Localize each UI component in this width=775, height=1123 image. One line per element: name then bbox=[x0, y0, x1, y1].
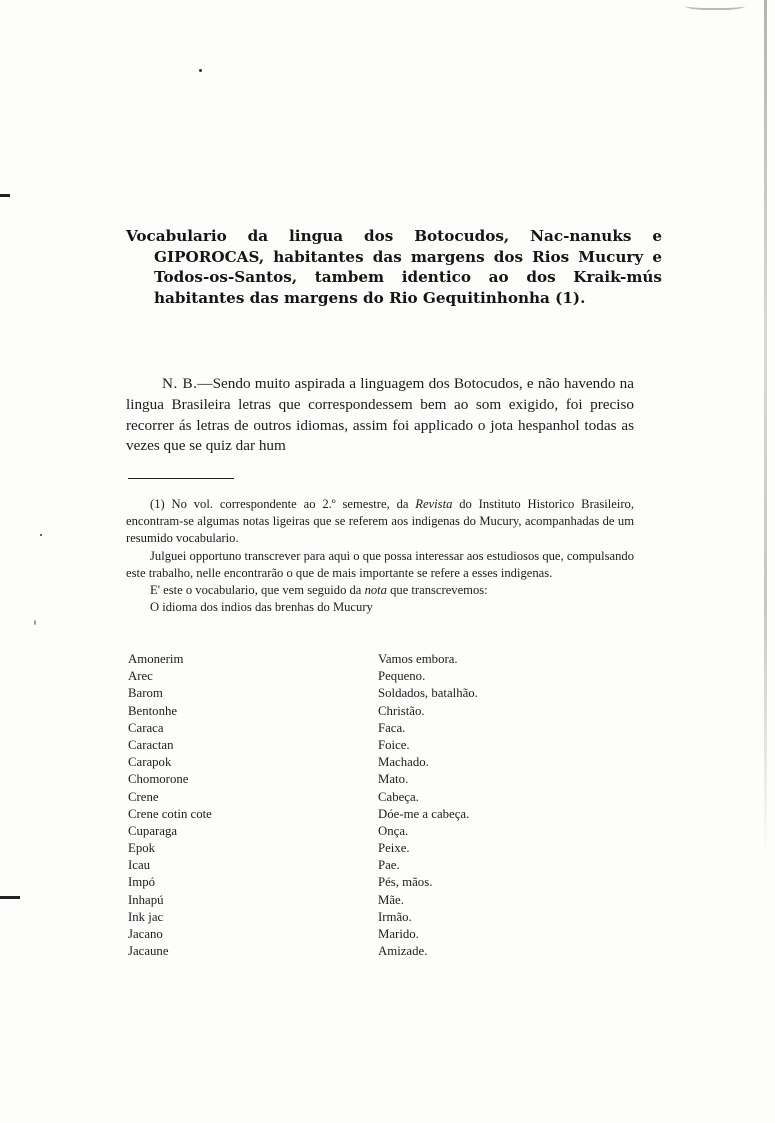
vocabulary-meaning: Amizade. bbox=[378, 944, 428, 959]
vocabulary-term: Jacaune bbox=[128, 944, 169, 959]
vocabulary-meaning: Soldados, batalhão. bbox=[378, 686, 478, 701]
footnote-divider bbox=[128, 478, 234, 479]
scan-speck bbox=[40, 534, 42, 536]
scan-corner-mark bbox=[685, 0, 745, 10]
vocabulary-meaning: Onça. bbox=[378, 823, 409, 838]
journal-name: Revista bbox=[415, 497, 453, 511]
vocabulary-meaning: Dóe-me a cabeça. bbox=[378, 806, 470, 821]
vocabulary-meaning: Marido. bbox=[378, 927, 419, 941]
vocabulary-meaning: Mãe. bbox=[378, 892, 404, 907]
vocabulary-row bbox=[128, 668, 598, 685]
scan-speck bbox=[199, 69, 202, 72]
vocabulary-row bbox=[128, 823, 598, 840]
vocabulary-term: Amonerim bbox=[128, 652, 184, 666]
footnote-paragraph-2: Julguei opportuno transcrever para aqui o que possa interessar aos estudiosos que, compulsando este trabalho, nelle encontrarão o que de mais importante se refere a esses indigenas. bbox=[126, 548, 634, 580]
vocabulary-row bbox=[128, 771, 598, 788]
vocabulary-term: Caraca bbox=[128, 720, 164, 735]
vocabulary-meaning: Pae. bbox=[378, 858, 400, 873]
vocabulary-meaning: Pequeno. bbox=[378, 669, 426, 684]
vocabulary-row bbox=[128, 703, 598, 720]
scan-margin-mark bbox=[0, 896, 20, 899]
vocabulary-term: Impó bbox=[128, 875, 156, 890]
footnote-paragraph-4: O idioma dos indios das brenhas do Mucury bbox=[150, 600, 373, 615]
intro-lead: N. B. bbox=[162, 375, 198, 392]
vocabulary-row bbox=[128, 857, 598, 874]
vocabulary-meaning: Foice. bbox=[378, 737, 410, 752]
page-title: Vocabulario da lingua dos Botocudos, Nac-nanuks e GIPOROCAS, habitantes das margens dos Rios Mucury e Todos-os-Santos, tambem identico ao dos Kraik-mús habitantes das margens do Rio Gequitinhonha (1). bbox=[126, 227, 662, 307]
scan-speck bbox=[34, 620, 36, 625]
footnote-paragraph-3: E' este o vocabulario, que vem seguido da nota que transcrevemos: bbox=[150, 583, 488, 598]
vocabulary-meaning: Vamos embora. bbox=[378, 652, 458, 666]
vocabulary-meaning: Pés, mãos. bbox=[378, 875, 433, 890]
vocabulary-term: Carapok bbox=[128, 755, 172, 770]
vocabulary-term: Crene bbox=[128, 789, 159, 804]
vocabulary-row bbox=[128, 789, 598, 806]
vocabulary-term: Arec bbox=[128, 669, 153, 684]
vocabulary-term: Ink jac bbox=[128, 909, 164, 924]
intro-text: —Sendo muito aspirada a linguagem dos Botocudos, e não havendo na lingua Brasileira letras que correspondessem bem ao som exigido, foi preciso recorrer ás letras de outros idiomas, assim foi applicado o jota hespanhol todas as vezes que se quiz dar hum bbox=[126, 375, 634, 455]
vocabulary-row bbox=[128, 874, 598, 891]
vocabulary-row bbox=[128, 943, 598, 960]
vocabulary-term: Crene cotin cote bbox=[128, 806, 212, 821]
vocabulary-row bbox=[128, 892, 598, 909]
footnote-paragraph-1: (1) No vol. correspondente ao 2.º semestre, da Revista do Instituto Historico Brasileiro, encontram-se algumas notas ligeiras que se referem aos indigenas do Mucury, acompanhadas de um resumido vocabulario. bbox=[126, 497, 634, 546]
scan-margin-mark bbox=[0, 194, 10, 197]
vocabulary-row bbox=[128, 926, 598, 943]
vocabulary-row bbox=[128, 685, 598, 702]
vocabulary-term: Inhapú bbox=[128, 892, 164, 907]
vocabulary-row bbox=[128, 806, 598, 823]
vocabulary-term: Barom bbox=[128, 686, 163, 701]
vocabulary-term: Bentonhe bbox=[128, 703, 178, 718]
footnote bbox=[126, 496, 634, 616]
vocabulary-term: Epok bbox=[128, 841, 156, 856]
vocabulary-row bbox=[128, 909, 598, 926]
vocabulary-row bbox=[128, 754, 598, 771]
vocabulary-meaning: Faca. bbox=[378, 720, 406, 735]
vocabulary-meaning: Irmão. bbox=[378, 909, 412, 924]
vocabulary-term: Jacano bbox=[128, 927, 163, 941]
vocabulary-meaning: Machado. bbox=[378, 755, 429, 770]
vocabulary-meaning: Mato. bbox=[378, 772, 409, 787]
note-word: nota bbox=[364, 583, 387, 598]
vocabulary-term: Icau bbox=[128, 858, 151, 873]
vocabulary-row bbox=[128, 840, 598, 857]
vocabulary-row bbox=[128, 737, 598, 754]
vocabulary-term: Chomorone bbox=[128, 772, 189, 787]
vocabulary-term: Cuparaga bbox=[128, 823, 178, 838]
scan-edge-shadow bbox=[764, 0, 767, 860]
vocabulary-row bbox=[128, 651, 598, 668]
intro-paragraph bbox=[126, 374, 634, 457]
vocabulary-term: Caractan bbox=[128, 737, 174, 752]
vocabulary-meaning: Peixe. bbox=[378, 841, 410, 856]
vocabulary-meaning: Christão. bbox=[378, 703, 425, 718]
vocabulary-list bbox=[128, 651, 598, 960]
vocabulary-row bbox=[128, 720, 598, 737]
vocabulary-meaning: Cabeça. bbox=[378, 789, 419, 804]
